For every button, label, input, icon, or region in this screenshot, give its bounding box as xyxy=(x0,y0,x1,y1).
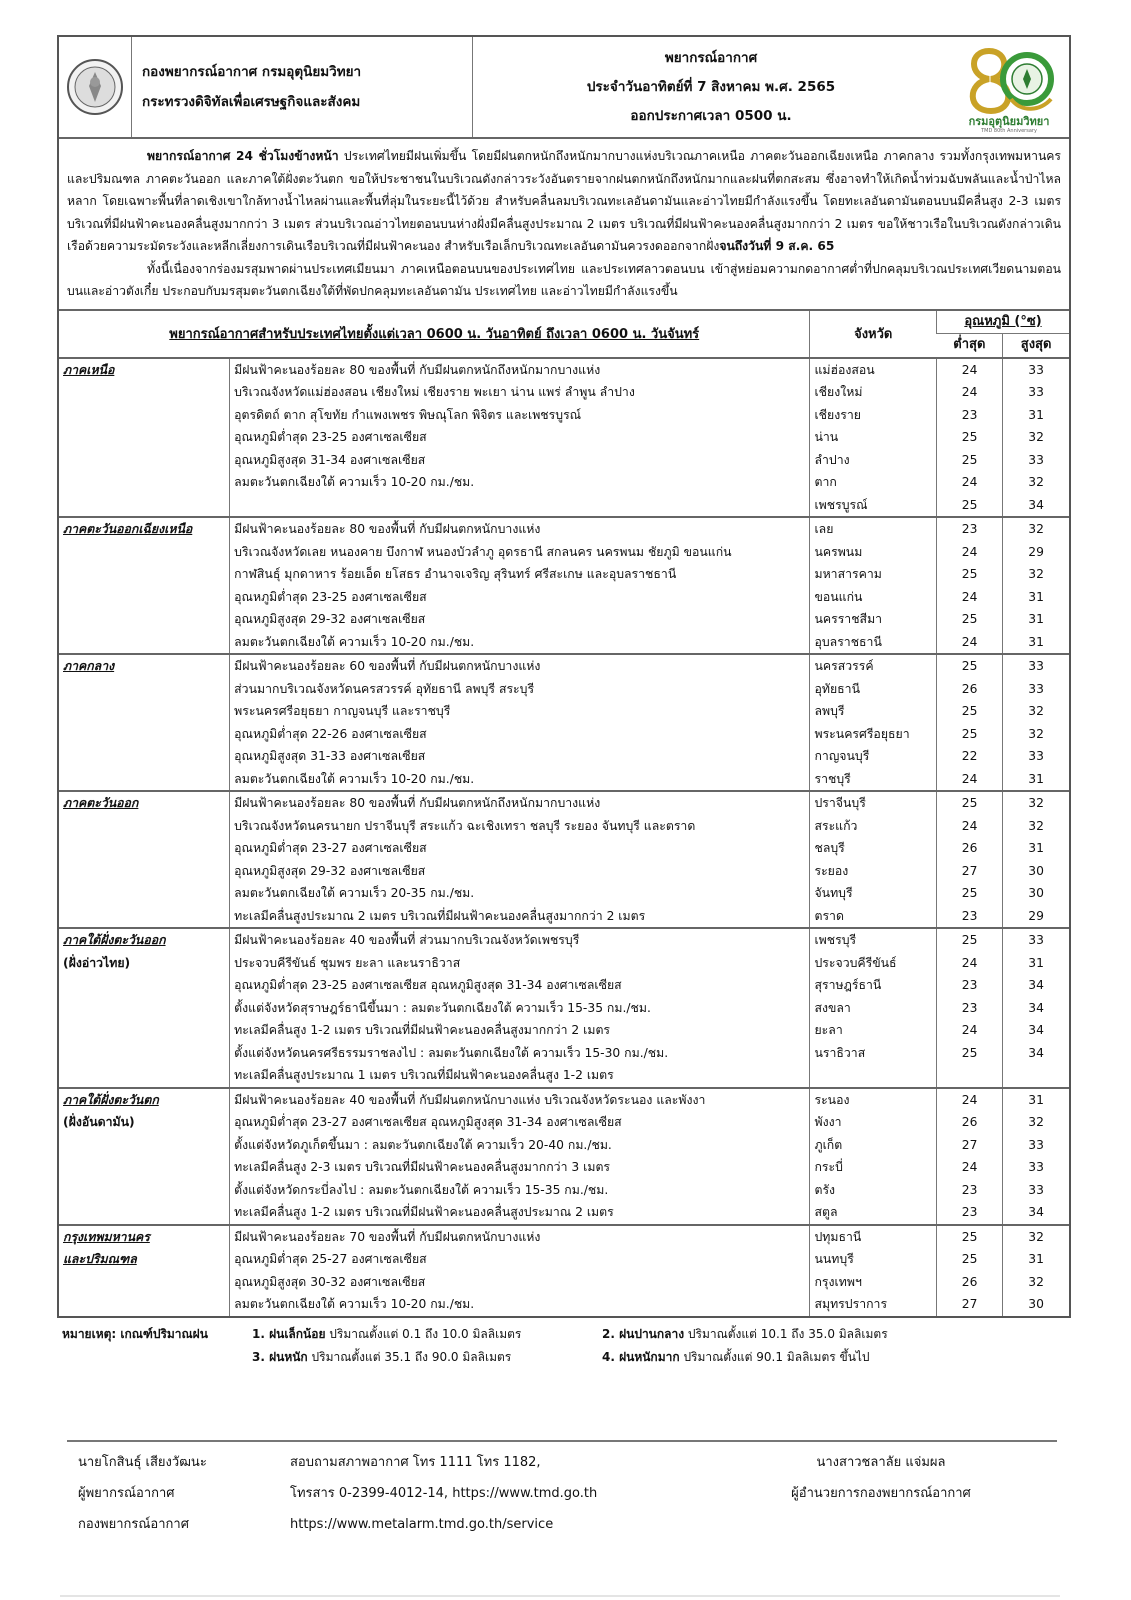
svg-text:TMD 80th Anniversary: TMD 80th Anniversary xyxy=(981,128,1037,133)
province-value: ตาก xyxy=(814,475,837,489)
rainfall-criteria-notes xyxy=(62,1323,1062,1369)
min-temp-value: 24 xyxy=(961,589,978,604)
forecast-document xyxy=(57,35,1071,1318)
min-temp-value: 25 xyxy=(961,1045,978,1060)
forecast-line: อุณหภูมิสูงสุด 29-32 องศาเซลเซียส xyxy=(234,863,426,878)
province-column-header: จังหวัด xyxy=(810,311,937,358)
forecast-line: ประจวบคีรีขันธ์ ชุมพร ยะลา และนราธิวาส xyxy=(234,955,461,970)
forecast-line: ทะเลมีคลื่นสูงประมาณ 1 เมตร บริเวณที่มีฝนฟ้าคะนองคลื่นสูง 1-2 เมตร xyxy=(234,1068,614,1082)
forecast-line: อุณหภูมิต่ำสุด 23-25 องศาเซลเซียส อุณหภูมิสูงสุด 31-34 องศาเซลเซียส xyxy=(234,978,622,992)
min-temp-value: 23 xyxy=(961,1205,978,1219)
max-temp-value: 30 xyxy=(1028,1297,1044,1311)
min-temp-cell xyxy=(936,928,1002,1088)
contact-phone: สอบถามสภาพอากาศ โทร 1111 โทร 1182, xyxy=(290,1455,541,1470)
forecast-line: มีฝนฟ้าคะนองร้อยละ 70 ของพื้นที่ กับมีฝนตกหนักบางแห่ง xyxy=(234,1229,541,1244)
rain-criterion-2: 2. ฝนปานกลาง ปริมาณตั้งแต่ 10.1 ถึง 35.0 มิลลิเมตร xyxy=(602,1327,888,1341)
max-temp-value: 31 xyxy=(1028,612,1044,626)
forecast-line: มีฝนฟ้าคะนองร้อยละ 80 ของพื้นที่ กับมีฝนตกหนักบางแห่ง xyxy=(234,522,541,536)
region-name-cell xyxy=(59,654,230,791)
summary-body: ประเทศไทยมีฝนเพิ่มขึ้น โดยมีฝนตกหนักถึงหนักมากบางแห่งบริเวณภาคเหนือ ภาคตะวันออกเฉียงเหนือ ภาคกลาง รวมทั้งกรุงเทพมหานครและปริมณฑล ภาคตะวันออก และภาคใต้ฝั่งตะวันตก ขอให้ประชาชนในบริเวณดังกล่าวระวังอันตรายจากฝนตกหนักถึงหนักมากและฝนที่ตกสะสม ซึ่งอาจทำให้เกิดน้ำท่วมฉับพลันและน้ำป่าไหลหลาก โดยเฉพาะพื้นที่ลาดเชิงเขาใกล้ทางน้ำไหลผ่านและพื้นที่ลุ่มในระยะนี้ไว้ด้วย สำหรับคลื่นลมบริเวณทะเลอันดามันและอ่าวไทยมีกำลังแรงขึ้น โดยทะเลอันดามันตอนบนมีคลื่นสูง 2-3 เมตร บริเวณที่มีฝนฟ้าคะนองคลื่นสูงมากกว่า 3 เมตร ส่วนบริเวณอ่าวไทยตอนบนห่างฝั่งมีคลื่นสูงประมาณ 2 เมตร บริเวณที่มีฝนฟ้าคะนองคลื่นสูงมากกว่า 2 เมตร ขอให้ชาวเรือในบริเวณดังกล่าวเดินเรือด้วยความระมัดระวังและหลีกเลี่ยงการเดินเรือบริเวณที่มีฝนฟ้าคะนอง สำหรับเรือเล็กบริเวณทะเลอันดามันควรงดออกจากฝั่ง xyxy=(67,149,1061,253)
forecast-text-cell xyxy=(230,791,810,928)
max-temp-value: 30 xyxy=(1028,886,1044,900)
min-temp-value: 24 xyxy=(961,634,978,649)
province-value: นนทบุรี xyxy=(814,1252,854,1266)
forecast-text-cell xyxy=(230,517,810,654)
region-name-cell xyxy=(59,791,230,928)
province-value: เชียงใหม่ xyxy=(814,385,863,399)
min-temp-cell xyxy=(936,517,1002,654)
max-temp-value: 31 xyxy=(1028,589,1044,604)
province-value: สมุทรปราการ xyxy=(814,1297,888,1311)
forecast-line: ตั้งแต่จังหวัดสุราษฎร์ธานีขึ้นมา : ลมตะวันตกเฉียงใต้ ความเร็ว 15-35 กม./ชม. xyxy=(234,1000,651,1015)
signature-divider xyxy=(67,1440,1057,1442)
forecast-text-cell xyxy=(230,1225,810,1317)
max-temp-value: 33 xyxy=(1028,362,1044,377)
min-temp-value: 25 xyxy=(961,452,978,467)
province-value: ภูเก็ต xyxy=(814,1137,843,1152)
min-temp-value: 24 xyxy=(961,362,978,377)
region-row xyxy=(59,1088,1069,1225)
min-temp-value: 25 xyxy=(961,567,978,581)
contact-info xyxy=(290,1447,597,1540)
min-temp-value: 27 xyxy=(961,1297,978,1311)
region-row xyxy=(59,928,1069,1088)
min-temp-value: 24 xyxy=(961,771,978,786)
forecast-line: อุณหภูมิต่ำสุด 23-27 องศาเซลเซียส xyxy=(234,841,427,855)
forecast-line: ตั้งแต่จังหวัดนครศรีธรรมราชลงไป : ลมตะวันตกเฉียงใต้ ความเร็ว 15-30 กม./ชม. xyxy=(234,1045,669,1060)
max-temp-value: 34 xyxy=(1028,1205,1044,1219)
province-value: ลพบุรี xyxy=(814,704,845,718)
max-temp-value: 33 xyxy=(1028,452,1044,467)
region-row xyxy=(59,791,1069,928)
page-bottom-divider xyxy=(60,1595,1060,1597)
min-temp-value: 25 xyxy=(961,704,978,718)
min-temp-cell xyxy=(936,1088,1002,1225)
document-title: พยากรณ์อากาศ xyxy=(664,49,758,66)
province-value: ตรัง xyxy=(814,1182,836,1197)
province-value: จันทบุรี xyxy=(814,886,853,900)
forecast-line: ส่วนมากบริเวณจังหวัดนครสวรรค์ อุทัยธานี ลพบุรี สระบุรี xyxy=(234,681,535,696)
region-name: ภาคกลาง xyxy=(63,659,115,673)
max-temp-value: 32 xyxy=(1028,726,1044,741)
province-value: ประจวบคีรีขันธ์ xyxy=(814,955,897,970)
tmd-80th-anniversary-logo xyxy=(949,37,1069,137)
regional-forecast-table xyxy=(59,311,1069,1318)
province-value: อุทัยธานี xyxy=(814,681,860,696)
province-value: พังงา xyxy=(814,1115,842,1129)
forecast-line: ทะเลมีคลื่นสูง 2-3 เมตร บริเวณที่มีฝนฟ้าคะนองคลื่นสูงมากกว่า 3 เมตร xyxy=(234,1160,611,1174)
max-temp-value: 31 xyxy=(1028,841,1044,855)
min-temp-value: 27 xyxy=(961,863,978,878)
min-temp-value: 25 xyxy=(961,726,978,741)
min-temp-value: 23 xyxy=(961,407,978,422)
min-temp-cell xyxy=(936,791,1002,928)
region-subtitle: และปริมณฑล xyxy=(63,1252,137,1266)
min-temp-value: 26 xyxy=(961,1274,978,1289)
document-header xyxy=(59,37,1069,139)
max-temp-value: 33 xyxy=(1028,659,1044,673)
province-cell xyxy=(810,791,937,928)
min-temp-value: 27 xyxy=(961,1137,978,1152)
region-name: ภาคตะวันออกเฉียงเหนือ xyxy=(63,522,193,536)
province-value: นครพนม xyxy=(814,544,863,559)
province-value: ลำปาง xyxy=(814,452,850,467)
max-temp-value: 33 xyxy=(1028,933,1044,947)
forecast-summary xyxy=(59,139,1069,311)
region-name: ภาคเหนือ xyxy=(63,362,115,377)
region-subtitle: (ฝั่งอ่าวไทย) xyxy=(63,955,131,970)
min-temp-value: 23 xyxy=(961,978,978,992)
notes-label: หมายเหตุ: เกณฑ์ปริมาณฝน xyxy=(62,1327,208,1341)
forecast-line xyxy=(234,494,805,517)
max-temp-cell xyxy=(1003,654,1069,791)
max-temp-value: 31 xyxy=(1028,771,1044,786)
province-value: สงขลา xyxy=(814,1000,851,1015)
max-temp-header: สูงสุด xyxy=(1003,333,1069,358)
region-subtitle: (ฝั่งอันดามัน) xyxy=(63,1115,135,1129)
organization-block xyxy=(132,37,473,137)
region-name-cell xyxy=(59,1225,230,1317)
province-value: ขอนแก่น xyxy=(814,589,863,604)
forecast-line: ทะเลมีคลื่นสูง 1-2 เมตร บริเวณที่มีฝนฟ้าคะนองคลื่นสูงประมาณ 2 เมตร xyxy=(234,1205,614,1219)
forecast-line: ลมตะวันตกเฉียงใต้ ความเร็ว 10-20 กม./ชม. xyxy=(234,475,475,489)
forecast-text-cell xyxy=(230,928,810,1088)
region-name: ภาคใต้ฝั่งตะวันตก xyxy=(63,1092,159,1107)
director-name: นางสาวชลาลัย แจ่มผล xyxy=(816,1455,946,1470)
min-temp-value: 23 xyxy=(961,1182,978,1197)
province-value: พระนครศรีอยุธยา xyxy=(814,726,910,741)
max-temp-value: 34 xyxy=(1028,978,1044,992)
max-temp-value: 33 xyxy=(1028,1182,1044,1197)
max-temp-value: 31 xyxy=(1028,1092,1044,1107)
forecast-line: ลมตะวันตกเฉียงใต้ ความเร็ว 10-20 กม./ชม. xyxy=(234,771,475,786)
min-temp-value: 25 xyxy=(961,1229,978,1244)
forecast-line: มีฝนฟ้าคะนองร้อยละ 40 ของพื้นที่ ส่วนมากบริเวณจังหวัดเพชรบุรี xyxy=(234,933,580,947)
min-temp-value: 24 xyxy=(961,1160,978,1174)
max-temp-value: 32 xyxy=(1028,430,1044,444)
forecast-line: อุตรดิตถ์ ตาก สุโขทัย กำแพงเพชร พิษณุโลก พิจิตร และเพชรบูรณ์ xyxy=(234,407,582,422)
province-value: สระแก้ว xyxy=(814,818,858,833)
forecast-line: ลมตะวันตกเฉียงใต้ ความเร็ว 20-35 กม./ชม. xyxy=(234,886,475,900)
max-temp-value: 31 xyxy=(1028,407,1044,422)
province-value: กาญจนบุรี xyxy=(814,749,870,763)
forecast-line: อุณหภูมิสูงสุด 30-32 องศาเซลเซียส xyxy=(234,1274,426,1289)
forecast-line: บริเวณจังหวัดเลย หนองคาย บึงกาฬ หนองบัวลำภู อุดรธานี สกลนคร นครพนม ชัยภูมิ ขอนแก่น xyxy=(234,544,732,559)
forecast-line: อุณหภูมิต่ำสุด 22-26 องศาเซลเซียส xyxy=(234,726,427,741)
max-temp-value: 32 xyxy=(1028,796,1044,810)
forecast-line: อุณหภูมิสูงสุด 31-34 องศาเซลเซียส xyxy=(234,452,426,467)
min-temp-value: 22 xyxy=(961,749,978,763)
max-temp-value: 32 xyxy=(1028,818,1044,833)
min-temp-value: 24 xyxy=(961,475,978,489)
province-value: เพชรบูรณ์ xyxy=(814,497,868,512)
region-name: ภาคตะวันออก xyxy=(63,796,139,810)
forecast-line: ลมตะวันตกเฉียงใต้ ความเร็ว 10-20 กม./ชม. xyxy=(234,1297,475,1311)
document-date: ประจำวันอาทิตย์ที่ 7 สิงหาคม พ.ศ. 2565 xyxy=(586,78,836,95)
director-signature xyxy=(786,1447,976,1509)
max-temp-value: 32 xyxy=(1028,567,1044,581)
province-value: สตูล xyxy=(814,1205,838,1219)
province-value: สุราษฎร์ธานี xyxy=(814,978,882,992)
min-temp-value: 25 xyxy=(961,659,978,673)
province-cell xyxy=(810,654,937,791)
min-temp-header: ต่ำสุด xyxy=(936,333,1002,358)
province-value: แม่ฮ่องสอน xyxy=(814,362,875,377)
min-temp-value: 23 xyxy=(961,908,978,923)
forecast-line: อุณหภูมิสูงสุด 29-32 องศาเซลเซียส xyxy=(234,612,426,626)
forecast-line: มีฝนฟ้าคะนองร้อยละ 80 ของพื้นที่ กับมีฝนตกหนักถึงหนักมากบางแห่ง xyxy=(234,362,601,377)
max-temp-value: 34 xyxy=(1028,1000,1044,1015)
max-temp-value: 33 xyxy=(1028,681,1044,696)
summary-lead: พยากรณ์อากาศ 24 ชั่วโมงข้างหน้า xyxy=(147,149,339,163)
forecast-text-cell xyxy=(230,654,810,791)
province-value: อุบลราชธานี xyxy=(814,634,882,649)
region-row xyxy=(59,1225,1069,1317)
forecast-line: อุณหภูมิต่ำสุด 23-25 องศาเซลเซียส xyxy=(234,589,427,604)
min-temp-value: 25 xyxy=(961,612,978,626)
province-value: ชลบุรี xyxy=(814,841,845,855)
province-value: ตราด xyxy=(814,908,844,923)
max-temp-value: 32 xyxy=(1028,522,1044,536)
max-temp-value: 32 xyxy=(1028,475,1044,489)
min-temp-value: 24 xyxy=(961,1092,978,1107)
region-row xyxy=(59,358,1069,518)
max-temp-value: 33 xyxy=(1028,749,1044,763)
svg-text:กรมอุตุนิยมวิทยา: กรมอุตุนิยมวิทยา xyxy=(968,115,1050,128)
min-temp-value: 26 xyxy=(961,841,978,855)
max-temp-value: 32 xyxy=(1028,704,1044,718)
min-temp-cell xyxy=(936,358,1002,518)
min-temp-cell xyxy=(936,654,1002,791)
max-temp-value: 31 xyxy=(1028,634,1044,649)
province-value: น่าน xyxy=(814,430,839,444)
max-temp-value: 30 xyxy=(1028,863,1044,878)
rain-criterion-3: 3. ฝนหนัก ปริมาณตั้งแต่ 35.1 ถึง 90.0 มิลลิเมตร xyxy=(252,1350,512,1364)
min-temp-value: 24 xyxy=(961,818,978,833)
min-temp-cell xyxy=(936,1225,1002,1317)
max-temp-cell xyxy=(1003,1088,1069,1225)
summary-paragraph-1 xyxy=(67,145,1061,258)
min-temp-value: 25 xyxy=(961,1252,978,1266)
province-cell xyxy=(810,358,937,518)
forecast-line: บริเวณจังหวัดแม่ฮ่องสอน เชียงใหม่ เชียงราย พะเยา น่าน แพร่ ลำพูน ลำปาง xyxy=(234,385,635,399)
min-temp-value: 25 xyxy=(961,933,978,947)
forecast-line: บริเวณจังหวัดนครนายก ปราจีนบุรี สระแก้ว ฉะเชิงเทรา ชลบุรี ระยอง จันทบุรี และตราด xyxy=(234,818,696,833)
forecast-text-cell xyxy=(230,1088,810,1225)
forecast-line: มีฝนฟ้าคะนองร้อยละ 60 ของพื้นที่ กับมีฝนตกหนักบางแห่ง xyxy=(234,659,541,673)
title-block xyxy=(473,37,949,137)
forecast-line: มีฝนฟ้าคะนองร้อยละ 80 ของพื้นที่ กับมีฝนตกหนักถึงหนักมากบางแห่ง xyxy=(234,796,601,810)
region-name-cell xyxy=(59,358,230,518)
issue-time: ออกประกาศเวลา 0500 น. xyxy=(630,107,792,124)
province-cell xyxy=(810,928,937,1088)
forecast-line: ตั้งแต่จังหวัดภูเก็ตขึ้นมา : ลมตะวันตกเฉียงใต้ ความเร็ว 20-40 กม./ชม. xyxy=(234,1137,612,1152)
province-value: เลย xyxy=(814,522,834,536)
max-temp-cell xyxy=(1003,791,1069,928)
summary-bold-tail: จนถึงวันที่ 9 ส.ค. 65 xyxy=(719,239,835,253)
province-value: มหาสารคาม xyxy=(814,567,882,581)
rain-criterion-4: 4. ฝนหนักมาก ปริมาณตั้งแต่ 90.1 มิลลิเมตร ขึ้นไป xyxy=(602,1350,870,1364)
max-temp-value: 32 xyxy=(1028,1274,1044,1289)
region-name-cell xyxy=(59,928,230,1088)
province-value: เพชรบุรี xyxy=(814,933,857,947)
tmd-seal-icon xyxy=(59,37,132,137)
max-temp-value: 29 xyxy=(1028,908,1044,923)
max-temp-value: 32 xyxy=(1028,1115,1044,1129)
province-value: นราธิวาส xyxy=(814,1045,866,1060)
forecaster-signature xyxy=(78,1447,207,1540)
min-temp-value: 25 xyxy=(961,430,978,444)
max-temp-cell xyxy=(1003,358,1069,518)
forecast-line: อุณหภูมิต่ำสุด 23-27 องศาเซลเซียส อุณหภูมิสูงสุด 31-34 องศาเซลเซียส xyxy=(234,1115,622,1129)
max-temp-value: 34 xyxy=(1028,1023,1044,1037)
max-temp-value: 32 xyxy=(1028,1229,1044,1244)
max-temp-value: 29 xyxy=(1028,544,1044,559)
org-ministry: กระทรวงดิจิทัลเพื่อเศรษฐกิจและสังคม xyxy=(142,94,361,110)
min-temp-value: 25 xyxy=(961,886,978,900)
forecast-line: พระนครศรีอยุธยา กาญจนบุรี และราชบุรี xyxy=(234,704,451,718)
forecast-line: อุณหภูมิต่ำสุด 25-27 องศาเซลเซียส xyxy=(234,1252,427,1266)
forecaster-name: นายโกสินธุ์ เสียงวัฒนะ xyxy=(78,1455,207,1470)
forecast-text-cell xyxy=(230,358,810,518)
forecast-line: อุณหภูมิสูงสุด 31-33 องศาเซลเซียส xyxy=(234,749,426,763)
max-temp-cell xyxy=(1003,928,1069,1088)
province-value: ปทุมธานี xyxy=(814,1229,862,1244)
province-value: เชียงราย xyxy=(814,407,861,422)
min-temp-value: 23 xyxy=(961,522,978,536)
min-temp-value: 24 xyxy=(961,385,978,399)
max-temp-value: 31 xyxy=(1028,1252,1044,1266)
region-row xyxy=(59,517,1069,654)
forecaster-division: กองพยากรณ์อากาศ xyxy=(78,1517,189,1532)
max-temp-cell xyxy=(1003,1225,1069,1317)
min-temp-value: 26 xyxy=(961,681,978,696)
contact-fax-website[interactable]: โทรสาร 0-2399-4012-14, https://www.tmd.go.th xyxy=(290,1486,598,1501)
min-temp-value: 24 xyxy=(961,1023,978,1037)
max-temp-value: 31 xyxy=(1028,955,1044,970)
max-temp-value: 34 xyxy=(1028,497,1044,512)
region-name: กรุงเทพมหานคร xyxy=(63,1229,150,1244)
summary-paragraph-2: ทั้งนี้เนื่องจากร่องมรสุมพาดผ่านประเทศเมียนมา ภาคเหนือตอนบนของประเทศไทย และประเทศลาวตอนบน เข้าสู่หย่อมความกดอากาศต่ำที่ปกคลุมบริเวณประเทศเวียดนามตอนบนและอ่าวตังเกี๋ย ประกอบกับมรสุมตะวันตกเฉียงใต้ที่พัดปกคลุมทะเลอันดามัน ประเทศไทย และอ่าวไทยมีกำลังแรงขึ้น xyxy=(67,261,1061,298)
forecast-line: ตั้งแต่จังหวัดกระบี่ลงไป : ลมตะวันตกเฉียงใต้ ความเร็ว 15-35 กม./ชม. xyxy=(234,1182,609,1197)
province-value: ปราจีนบุรี xyxy=(814,796,866,810)
min-temp-value: 25 xyxy=(961,497,978,512)
min-temp-value: 25 xyxy=(961,796,978,810)
forecast-line: ทะเลมีคลื่นสูง 1-2 เมตร บริเวณที่มีฝนฟ้าคะนองคลื่นสูงมากกว่า 2 เมตร xyxy=(234,1023,611,1037)
contact-service-link[interactable]: https://www.metalarm.tmd.go.th/service xyxy=(290,1517,554,1532)
province-value: ระยอง xyxy=(814,863,849,878)
province-value: ราชบุรี xyxy=(814,771,851,786)
director-title: ผู้อำนวยการกองพยากรณ์อากาศ xyxy=(791,1486,971,1501)
forecast-line: อุณหภูมิต่ำสุด 23-25 องศาเซลเซียส xyxy=(234,430,427,444)
province-value: ระนอง xyxy=(814,1092,850,1107)
min-temp-value: 26 xyxy=(961,1115,978,1129)
rain-criterion-1: 1. ฝนเล็กน้อย ปริมาณตั้งแต่ 0.1 ถึง 10.0 มิลลิเมตร xyxy=(252,1327,522,1341)
province-cell xyxy=(810,1225,937,1317)
province-value xyxy=(814,1064,932,1087)
max-temp-cell xyxy=(1003,517,1069,654)
max-temp-value: 33 xyxy=(1028,1160,1044,1174)
forecast-line: ลมตะวันตกเฉียงใต้ ความเร็ว 10-20 กม./ชม. xyxy=(234,634,475,649)
max-temp-value: 33 xyxy=(1028,385,1044,399)
forecast-line: ทะเลมีคลื่นสูงประมาณ 2 เมตร บริเวณที่มีฝนฟ้าคะนองคลื่นสูงมากกว่า 2 เมตร xyxy=(234,908,646,923)
max-temp-value: 33 xyxy=(1028,1137,1044,1152)
province-value: กระบี่ xyxy=(814,1160,843,1174)
province-value: นครราชสีมา xyxy=(814,612,883,626)
forecast-line: มีฝนฟ้าคะนองร้อยละ 40 ของพื้นที่ กับมีฝนตกหนักบางแห่ง บริเวณจังหวัดระนอง และพังงา xyxy=(234,1092,706,1107)
org-department: กองพยากรณ์อากาศ กรมอุตุนิยมวิทยา xyxy=(142,64,362,80)
region-row xyxy=(59,654,1069,791)
min-temp-value xyxy=(941,1064,998,1087)
province-cell xyxy=(810,1088,937,1225)
max-temp-value: 34 xyxy=(1028,1045,1044,1060)
forecaster-title: ผู้พยากรณ์อากาศ xyxy=(78,1486,175,1501)
province-cell xyxy=(810,517,937,654)
region-name-cell xyxy=(59,517,230,654)
max-temp-value xyxy=(1007,1064,1065,1087)
province-value: กรุงเทพฯ xyxy=(814,1274,862,1289)
min-temp-value: 24 xyxy=(961,544,978,559)
province-value: นครสวรรค์ xyxy=(814,659,874,673)
min-temp-value: 24 xyxy=(961,955,978,970)
region-name: ภาคใต้ฝั่งตะวันออก xyxy=(63,933,166,947)
temperature-column-header: อุณหภูมิ (°ซ) xyxy=(936,311,1069,334)
table-heading: พยากรณ์อากาศสำหรับประเทศไทยตั้งแต่เวลา 0600 น. วันอาทิตย์ ถึงเวลา 0600 น. วันจันทร์ xyxy=(59,311,810,358)
forecast-line: กาฬสินธุ์ มุกดาหาร ร้อยเอ็ด ยโสธร อำนาจเจริญ สุรินทร์ ศรีสะเกษ และอุบลราชธานี xyxy=(234,567,677,581)
min-temp-value: 23 xyxy=(961,1000,978,1015)
province-value: ยะลา xyxy=(814,1023,843,1037)
region-name-cell xyxy=(59,1088,230,1225)
